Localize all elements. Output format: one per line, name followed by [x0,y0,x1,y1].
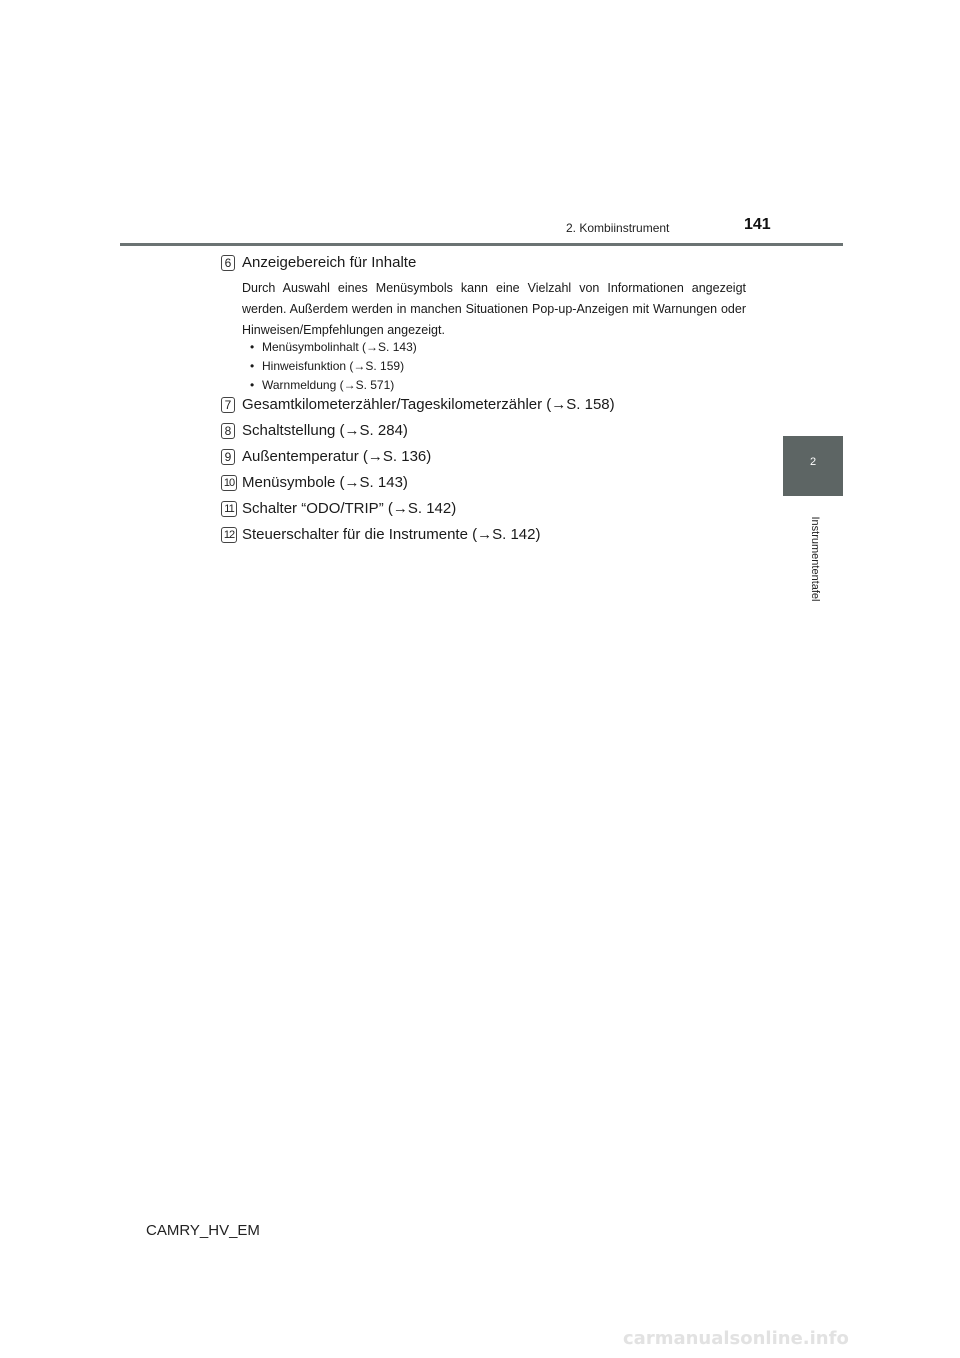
header-divider [120,243,843,246]
item-number-badge: 11 [221,501,237,517]
section-title: 2. Kombiinstrument [566,221,670,235]
item-number-badge: 7 [221,397,235,413]
chapter-number: 2 [809,456,817,468]
item-description: Durch Auswahl eines Menüsymbols kann eine Vielzahl von Informationen angezeigt werden. Außerdem werden in manchen Situationen Pop-up-Anzeigen mit Warnungen oder Hinweisen/Empfehlungen angezeigt. [242,281,746,337]
sub-list [250,338,417,395]
sub-list-text: Warnmeldung (→S. 571) [262,378,395,392]
item-number-badge: 12 [221,527,237,543]
chapter-label: Instrumententafel [809,516,821,602]
item-text: Schalter “ODO/TRIP” (→S. 142) [242,500,457,517]
bullet-icon: • [250,378,255,392]
item-text: Schaltstellung (→S. 284) [242,422,408,439]
sub-list-item [250,357,417,376]
item-text: Außentemperatur (→S. 136) [242,448,432,465]
item-text: Steuerschalter für die Instrumente (→S. 142) [242,526,541,543]
item-text: Gesamtkilometerzähler/Tageskilometerzähler (→S. 158) [242,396,615,413]
chapter-tab [783,436,843,496]
item-number-badge: 6 [221,255,235,271]
page-number: 141 [744,216,771,233]
watermark: carmanualsonline.info [623,1328,849,1349]
sub-list-text: Menüsymbolinhalt (→S. 143) [262,340,417,354]
bullet-icon: • [250,359,255,373]
sub-list-item [250,338,417,357]
model-code: CAMRY_HV_EM [146,1222,260,1239]
item-text: Menüsymbole (→S. 143) [242,474,408,491]
item-number-badge: 10 [221,475,237,491]
item-text: Anzeigebereich für Inhalte [242,254,417,271]
item-number-badge: 8 [221,423,235,439]
sub-list-item [250,376,417,395]
item-number-badge: 9 [221,449,235,465]
sub-list-text: Hinweisfunktion (→S. 159) [262,359,405,373]
bullet-icon: • [250,340,255,354]
